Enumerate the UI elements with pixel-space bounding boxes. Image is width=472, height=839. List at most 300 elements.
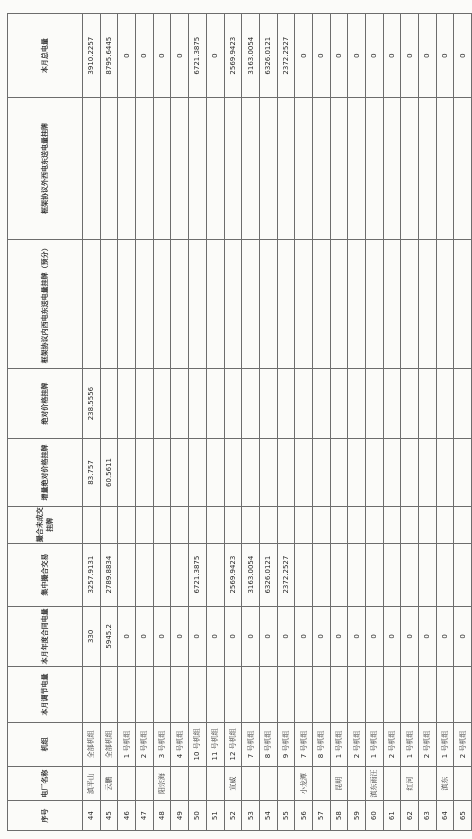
table-cell-weichengjiao (118, 506, 136, 543)
table-row (419, 14, 437, 831)
table-cell-juedui (189, 369, 207, 439)
table-cell-weichengjiao (330, 506, 348, 543)
table-cell-weichengjiao (206, 506, 224, 543)
table-row (454, 14, 472, 831)
table-cell-waixd (118, 98, 136, 239)
table-cell-weichengjiao (348, 506, 366, 543)
table-cell-neixd (330, 239, 348, 368)
table-cell-unit: 1 号机组 (330, 722, 348, 766)
table-cell-neixd (401, 239, 419, 368)
table-cell-hetong: 0 (295, 606, 313, 667)
table-cell-no: 62 (401, 801, 419, 831)
table-cell-no: 51 (206, 801, 224, 831)
table-cell-zengliang (348, 439, 366, 507)
table-row (206, 14, 224, 831)
table-cell-hetong: 0 (277, 606, 295, 667)
table-cell-plant (242, 766, 260, 800)
table-cell-zengliang (295, 439, 313, 507)
table-cell-total: 0 (153, 14, 171, 98)
table-cell-weichengjiao (171, 506, 189, 543)
table-cell-weichengjiao (454, 506, 472, 543)
table-row (330, 14, 348, 831)
table-cell-no: 44 (83, 801, 101, 831)
table-cell-zengliang (242, 439, 260, 507)
table-cell-weichengjiao (136, 506, 154, 543)
table-cell-no: 60 (366, 801, 384, 831)
table-row (312, 14, 330, 831)
table-cell-plant (312, 766, 330, 800)
table-cell-hetong: 330 (83, 606, 101, 667)
table-cell-cuohe (118, 543, 136, 606)
table-cell-cuohe: 2372.2527 (277, 543, 295, 606)
table-cell-plant: 云鹏 (100, 766, 118, 800)
table-cell-plant: 小龙潭 (295, 766, 313, 800)
table-cell-no: 63 (419, 801, 437, 831)
table-cell-waixd (312, 98, 330, 239)
table-cell-juedui (383, 369, 401, 439)
table-cell-cuohe: 3257.9131 (83, 543, 101, 606)
header-cell: 增量绝对价格挂牌 (8, 439, 83, 507)
table-cell-waixd (136, 98, 154, 239)
table-cell-no: 65 (454, 801, 472, 831)
table-cell-juedui (153, 369, 171, 439)
table-row (259, 14, 277, 831)
table-cell-tiaojie (454, 667, 472, 723)
table-cell-total: 0 (206, 14, 224, 98)
table-cell-no: 57 (312, 801, 330, 831)
table-cell-juedui (312, 369, 330, 439)
table-cell-plant: 滇东雨汪 (366, 766, 384, 800)
table-cell-unit: 4 号机组 (171, 722, 189, 766)
table-cell-plant (383, 766, 401, 800)
table-cell-waixd (330, 98, 348, 239)
table-cell-no: 53 (242, 801, 260, 831)
table-cell-tiaojie (277, 667, 295, 723)
table-row (118, 14, 136, 831)
table-cell-unit: 全部机组 (100, 722, 118, 766)
table-cell-no: 64 (436, 801, 454, 831)
table-row (153, 14, 171, 831)
table-cell-juedui (295, 369, 313, 439)
table-cell-unit: 2 号机组 (348, 722, 366, 766)
table-cell-tiaojie (366, 667, 384, 723)
table-cell-hetong: 0 (153, 606, 171, 667)
table-cell-weichengjiao (312, 506, 330, 543)
table-cell-total: 2569.9423 (224, 14, 242, 98)
table-cell-cuohe (206, 543, 224, 606)
table-cell-hetong: 0 (136, 606, 154, 667)
electricity-table (7, 13, 472, 831)
table-cell-unit: 2 号机组 (419, 722, 437, 766)
table-cell-waixd (401, 98, 419, 239)
table-row (100, 14, 118, 831)
table-cell-cuohe (401, 543, 419, 606)
table-cell-juedui (419, 369, 437, 439)
table-cell-tiaojie (83, 667, 101, 723)
table-cell-juedui: 238.5556 (83, 369, 101, 439)
table-cell-waixd (348, 98, 366, 239)
table-cell-zengliang (206, 439, 224, 507)
table-cell-cuohe (348, 543, 366, 606)
table-cell-plant: 宣威 (224, 766, 242, 800)
table-cell-cuohe (436, 543, 454, 606)
table-cell-plant: 红河 (401, 766, 419, 800)
header-cell: 框架协议内西电东送电量挂牌（预分） (8, 239, 83, 368)
table-cell-waixd (83, 98, 101, 239)
table-cell-hetong: 0 (401, 606, 419, 667)
table-cell-tiaojie (419, 667, 437, 723)
table-cell-weichengjiao (100, 506, 118, 543)
table-cell-total: 0 (454, 14, 472, 98)
table-cell-neixd (100, 239, 118, 368)
table-row (83, 14, 101, 831)
table-cell-no: 52 (224, 801, 242, 831)
table-cell-no: 55 (277, 801, 295, 831)
table-cell-tiaojie (259, 667, 277, 723)
table-cell-no: 59 (348, 801, 366, 831)
table-cell-neixd (366, 239, 384, 368)
table-cell-unit: 10 号机组 (189, 722, 207, 766)
table-cell-unit: 7 号机组 (242, 722, 260, 766)
table-cell-total: 6721.3875 (189, 14, 207, 98)
table-cell-zengliang (136, 439, 154, 507)
table-cell-juedui (259, 369, 277, 439)
table-cell-neixd (383, 239, 401, 368)
table-cell-plant: 滇东 (436, 766, 454, 800)
table-cell-tiaojie (153, 667, 171, 723)
table-cell-juedui (436, 369, 454, 439)
table-cell-zengliang: 83.757 (83, 439, 101, 507)
table-cell-total: 0 (419, 14, 437, 98)
table-cell-plant (348, 766, 366, 800)
table-cell-zengliang (401, 439, 419, 507)
table-cell-total: 0 (312, 14, 330, 98)
table-cell-total: 0 (436, 14, 454, 98)
table-cell-no: 54 (259, 801, 277, 831)
table-row (136, 14, 154, 831)
table-cell-juedui (454, 369, 472, 439)
table-cell-unit: 8 号机组 (312, 722, 330, 766)
table-cell-neixd (277, 239, 295, 368)
table-cell-total: 8795.6445 (100, 14, 118, 98)
table-cell-cuohe: 2569.9423 (224, 543, 242, 606)
table-cell-waixd (206, 98, 224, 239)
table-cell-hetong: 0 (454, 606, 472, 667)
table-cell-zengliang (454, 439, 472, 507)
table-cell-weichengjiao (366, 506, 384, 543)
header-cell: 绝对价格挂牌 (8, 369, 83, 439)
table-cell-plant (171, 766, 189, 800)
table-cell-cuohe (330, 543, 348, 606)
table-cell-neixd (224, 239, 242, 368)
table-cell-plant (259, 766, 277, 800)
table-cell-unit: 1 号机组 (366, 722, 384, 766)
table-cell-total: 0 (401, 14, 419, 98)
table-cell-no: 48 (153, 801, 171, 831)
table-cell-total: 0 (295, 14, 313, 98)
header-cell: 机组 (8, 722, 83, 766)
table-cell-zengliang (171, 439, 189, 507)
table-cell-zengliang (224, 439, 242, 507)
table-cell-total: 2372.2527 (277, 14, 295, 98)
table-cell-weichengjiao (259, 506, 277, 543)
table-cell-unit: 12 号机组 (224, 722, 242, 766)
table-cell-total: 0 (348, 14, 366, 98)
table-cell-neixd (206, 239, 224, 368)
table-cell-unit: 8 号机组 (259, 722, 277, 766)
table-cell-waixd (277, 98, 295, 239)
table-cell-no: 58 (330, 801, 348, 831)
table-cell-total: 0 (171, 14, 189, 98)
table-cell-unit: 1 号机组 (118, 722, 136, 766)
table-cell-hetong: 0 (189, 606, 207, 667)
table-cell-neixd (136, 239, 154, 368)
table-cell-plant (419, 766, 437, 800)
table-cell-neixd (348, 239, 366, 368)
table-cell-juedui (136, 369, 154, 439)
table-cell-zengliang (330, 439, 348, 507)
table-cell-unit: 9 号机组 (277, 722, 295, 766)
table-cell-hetong: 0 (118, 606, 136, 667)
table-cell-zengliang (259, 439, 277, 507)
table-cell-cuohe (383, 543, 401, 606)
table-cell-unit: 2 号机组 (136, 722, 154, 766)
table-header-row (8, 14, 83, 831)
table-cell-zengliang (312, 439, 330, 507)
table-cell-no: 61 (383, 801, 401, 831)
table-cell-hetong: 0 (259, 606, 277, 667)
table-cell-neixd (419, 239, 437, 368)
table-row (383, 14, 401, 831)
table-cell-waixd (153, 98, 171, 239)
table-cell-unit: 全部机组 (83, 722, 101, 766)
table-body (83, 14, 472, 831)
table-cell-total: 3163.0054 (242, 14, 260, 98)
table-cell-neixd (454, 239, 472, 368)
table-cell-cuohe: 6721.3875 (189, 543, 207, 606)
table-cell-tiaojie (100, 667, 118, 723)
table-cell-waixd (383, 98, 401, 239)
table-cell-cuohe: 3163.0054 (242, 543, 260, 606)
table-cell-tiaojie (189, 667, 207, 723)
table-cell-plant (277, 766, 295, 800)
table-cell-neixd (436, 239, 454, 368)
table-cell-unit: 2 号机组 (383, 722, 401, 766)
table-cell-tiaojie (242, 667, 260, 723)
table-cell-hetong: 0 (206, 606, 224, 667)
table-cell-weichengjiao (401, 506, 419, 543)
table-cell-juedui (224, 369, 242, 439)
table-cell-juedui (206, 369, 224, 439)
header-cell: 电厂名称 (8, 766, 83, 800)
table-cell-hetong: 0 (171, 606, 189, 667)
table-cell-tiaojie (348, 667, 366, 723)
table-cell-unit: 1 号机组 (401, 722, 419, 766)
table-cell-zengliang (419, 439, 437, 507)
table-cell-unit: 3 号机组 (153, 722, 171, 766)
table-cell-plant (118, 766, 136, 800)
table-cell-hetong: 0 (366, 606, 384, 667)
header-cell: 本月调节电量 (8, 667, 83, 723)
table-cell-waixd (259, 98, 277, 239)
table-cell-unit: 1 号机组 (436, 722, 454, 766)
table-cell-total: 0 (118, 14, 136, 98)
table-cell-tiaojie (118, 667, 136, 723)
table-cell-plant: 阳宗海 (153, 766, 171, 800)
table-cell-zengliang (153, 439, 171, 507)
header-cell: 本月总电量 (8, 14, 83, 98)
table-cell-zengliang (189, 439, 207, 507)
table-row (401, 14, 419, 831)
table-cell-weichengjiao (277, 506, 295, 543)
table-cell-total: 0 (136, 14, 154, 98)
table-cell-unit: 7 号机组 (295, 722, 313, 766)
header-cell: 序号 (8, 801, 83, 831)
header-cell: 本月年度合同电量 (8, 606, 83, 667)
table-cell-waixd (242, 98, 260, 239)
table-cell-cuohe (295, 543, 313, 606)
table-cell-cuohe (454, 543, 472, 606)
table-cell-total: 3910.2257 (83, 14, 101, 98)
table-cell-weichengjiao (295, 506, 313, 543)
table-cell-no: 49 (171, 801, 189, 831)
header-cell: 框架协议外西电东送电量挂牌 (8, 98, 83, 239)
table-cell-weichengjiao (189, 506, 207, 543)
table-cell-weichengjiao (153, 506, 171, 543)
table-cell-weichengjiao (224, 506, 242, 543)
table-row (366, 14, 384, 831)
table-row (348, 14, 366, 831)
table-cell-hetong: 0 (348, 606, 366, 667)
table-cell-hetong: 0 (312, 606, 330, 667)
table-cell-hetong: 0 (330, 606, 348, 667)
table-cell-hetong: 0 (242, 606, 260, 667)
table-cell-weichengjiao (383, 506, 401, 543)
table-cell-tiaojie (171, 667, 189, 723)
table-cell-cuohe (171, 543, 189, 606)
table-cell-juedui (118, 369, 136, 439)
table-cell-waixd (100, 98, 118, 239)
table-cell-plant: 昆明 (330, 766, 348, 800)
table-cell-hetong: 0 (224, 606, 242, 667)
table-cell-juedui (401, 369, 419, 439)
table-cell-unit: 2 号机组 (454, 722, 472, 766)
table-cell-waixd (295, 98, 313, 239)
table-cell-plant (189, 766, 207, 800)
table-row (224, 14, 242, 831)
table-cell-waixd (366, 98, 384, 239)
table-cell-plant: 滇平山 (83, 766, 101, 800)
table-cell-tiaojie (206, 667, 224, 723)
table-cell-neixd (83, 239, 101, 368)
table-cell-tiaojie (436, 667, 454, 723)
table-cell-cuohe (153, 543, 171, 606)
table-cell-hetong: 5945.2 (100, 606, 118, 667)
table-cell-zengliang (277, 439, 295, 507)
table-cell-tiaojie (401, 667, 419, 723)
table-row (189, 14, 207, 831)
table-cell-zengliang (436, 439, 454, 507)
table-cell-plant (206, 766, 224, 800)
header-cell: 集中撮合交易 (8, 543, 83, 606)
table-cell-tiaojie (295, 667, 313, 723)
table-cell-total: 0 (330, 14, 348, 98)
table-cell-neixd (312, 239, 330, 368)
table-cell-hetong: 0 (419, 606, 437, 667)
table-cell-juedui (348, 369, 366, 439)
table-cell-waixd (419, 98, 437, 239)
table-cell-tiaojie (224, 667, 242, 723)
table-row (277, 14, 295, 831)
table-cell-no: 47 (136, 801, 154, 831)
table-row (242, 14, 260, 831)
table-cell-cuohe (419, 543, 437, 606)
table-cell-tiaojie (330, 667, 348, 723)
table-cell-zengliang: 60.5611 (100, 439, 118, 507)
table-cell-juedui (171, 369, 189, 439)
table-cell-unit: 11 号机组 (206, 722, 224, 766)
table-cell-neixd (295, 239, 313, 368)
table-cell-neixd (242, 239, 260, 368)
table-cell-zengliang (118, 439, 136, 507)
table-cell-juedui (330, 369, 348, 439)
table-cell-zengliang (383, 439, 401, 507)
table-cell-no: 50 (189, 801, 207, 831)
table-row (171, 14, 189, 831)
table-cell-cuohe (312, 543, 330, 606)
table-cell-total: 6326.0121 (259, 14, 277, 98)
header-cell: 撮合未成交挂牌 (8, 506, 83, 543)
table-cell-juedui (242, 369, 260, 439)
table-cell-hetong: 0 (436, 606, 454, 667)
table-cell-juedui (366, 369, 384, 439)
table-cell-neixd (259, 239, 277, 368)
table-cell-cuohe: 6326.0121 (259, 543, 277, 606)
table-cell-waixd (224, 98, 242, 239)
table-cell-plant (136, 766, 154, 800)
table-cell-hetong: 0 (383, 606, 401, 667)
table-cell-neixd (118, 239, 136, 368)
table-cell-no: 46 (118, 801, 136, 831)
table-cell-juedui (100, 369, 118, 439)
table-cell-neixd (153, 239, 171, 368)
table-cell-cuohe (136, 543, 154, 606)
table-cell-waixd (436, 98, 454, 239)
table-row (436, 14, 454, 831)
table-cell-total: 0 (366, 14, 384, 98)
table-cell-zengliang (366, 439, 384, 507)
table-row (295, 14, 313, 831)
table-cell-weichengjiao (436, 506, 454, 543)
table-cell-plant (454, 766, 472, 800)
table-cell-cuohe: 2789.8834 (100, 543, 118, 606)
table-cell-weichengjiao (83, 506, 101, 543)
table-cell-waixd (189, 98, 207, 239)
table-cell-weichengjiao (242, 506, 260, 543)
table-cell-waixd (454, 98, 472, 239)
table-cell-waixd (171, 98, 189, 239)
table-cell-juedui (277, 369, 295, 439)
table-cell-cuohe (366, 543, 384, 606)
table-cell-tiaojie (383, 667, 401, 723)
table-cell-no: 56 (295, 801, 313, 831)
table-cell-tiaojie (312, 667, 330, 723)
table-cell-tiaojie (136, 667, 154, 723)
table-cell-weichengjiao (419, 506, 437, 543)
table-cell-no: 45 (100, 801, 118, 831)
table-cell-total: 0 (383, 14, 401, 98)
table-cell-neixd (171, 239, 189, 368)
